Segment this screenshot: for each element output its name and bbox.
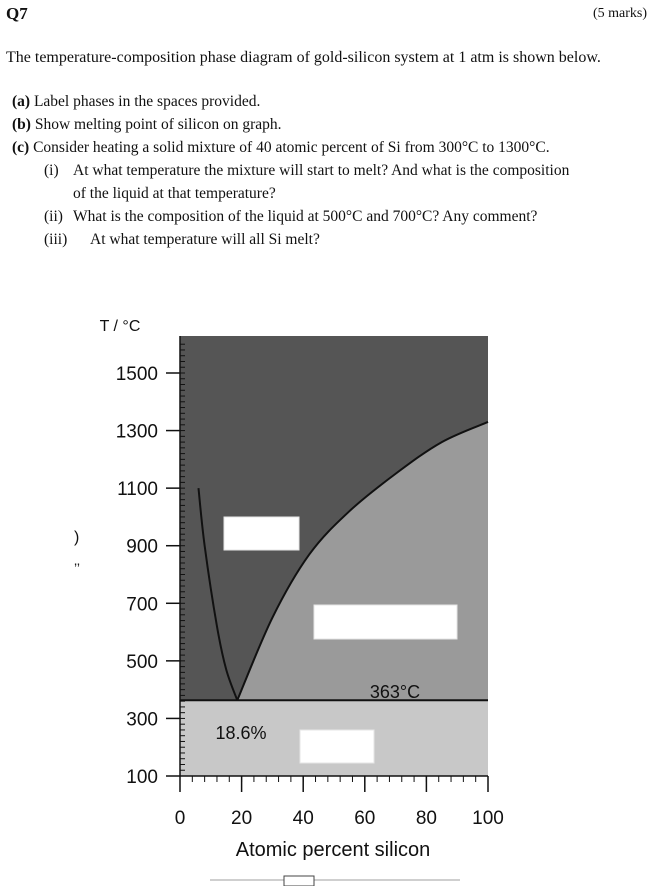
- x-tick-label: 0: [174, 808, 186, 829]
- answer-box: [224, 517, 299, 550]
- cropped-box: [284, 876, 314, 886]
- eutectic-composition-label: 18.6%: [215, 723, 267, 743]
- subpart-i-line1: At what temperature the mixture will start to melt? And what is the composition: [73, 162, 570, 179]
- part-c-text: Consider heating a solid mixture of 40 atomic percent of Si from 300°C to 1300°C.: [33, 139, 550, 156]
- question-number: Q7: [6, 4, 28, 23]
- part-a-label: (a): [12, 93, 31, 110]
- y-axis-title: T / °C: [99, 318, 141, 335]
- subpart-i-label: (i): [44, 162, 59, 179]
- phase-diagram-chart: [100, 318, 504, 886]
- y-tick-label: 700: [126, 594, 158, 616]
- y-tick-label: 1500: [115, 364, 158, 385]
- part-b-text: Show melting point of silicon on graph.: [34, 116, 282, 133]
- y-tick-label: 500: [126, 651, 158, 673]
- part-b-label: (b): [12, 116, 31, 133]
- subpart-i-line2: of the liquid at that temperature?: [73, 185, 276, 202]
- subpart-iii-text: At what temperature will all Si melt?: [90, 231, 320, 248]
- margin-mark: ’’: [74, 560, 80, 576]
- x-tick-label: 80: [415, 808, 437, 829]
- part-c-label: (c): [12, 139, 30, 156]
- y-tick-label: 100: [126, 767, 158, 788]
- x-tick-label: 60: [354, 808, 376, 829]
- x-axis-title: Atomic percent silicon: [235, 839, 431, 861]
- x-tick-label: 100: [472, 808, 504, 829]
- question-intro: The temperature-composition phase diagram of gold-silicon system at 1 atm is shown below.: [6, 49, 601, 66]
- answer-box: [314, 605, 457, 639]
- eutectic-temperature-label: 363°C: [369, 682, 421, 702]
- margin-mark: ): [74, 529, 80, 546]
- subpart-ii-text: What is the composition of the liquid at 500°C and 700°C? Any comment?: [73, 208, 538, 225]
- y-tick-label: 1100: [117, 479, 158, 501]
- y-tick-label: 900: [126, 536, 158, 558]
- subpart-ii-label: (ii): [44, 208, 63, 225]
- subpart-iii-label: (iii): [44, 231, 68, 248]
- x-tick-label: 20: [231, 808, 253, 829]
- part-a-text: Label phases in the spaces provided.: [33, 93, 261, 110]
- x-tick-label: 40: [292, 808, 314, 829]
- answer-box: [300, 730, 374, 763]
- marks-label: (5 marks): [592, 6, 647, 21]
- y-tick-label: 300: [126, 709, 158, 731]
- y-tick-label: 1300: [115, 421, 158, 443]
